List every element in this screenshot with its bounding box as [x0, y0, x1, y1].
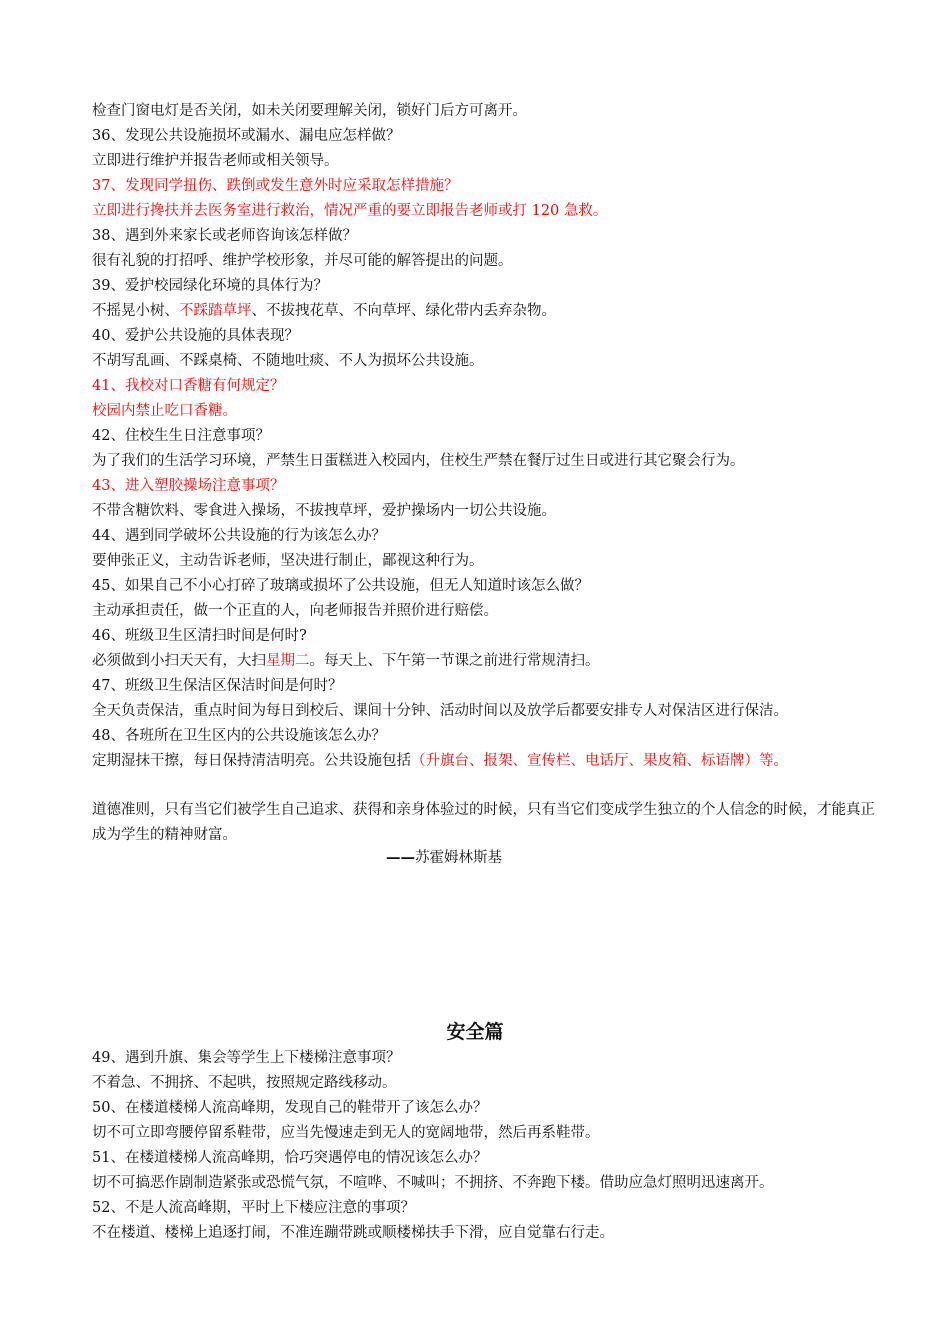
quote-dash: —— [386, 849, 415, 866]
quote-author [386, 848, 502, 868]
question-42: 42、住校生生日注意事项？ [92, 428, 270, 444]
question-49: 49、遇到升旗、集会等学生上下楼梯注意事项？ [92, 1050, 401, 1066]
answer-48-highlight: （升旗台、报架、宣传栏、电话厅、果皮箱、标语牌）等。 [411, 753, 788, 769]
answer-48 [92, 751, 788, 771]
answer-42: 为了我们的生活学习环境，严禁生日蛋糕进入校园内，住校生严禁在餐厅过生日或进行其它聚会行为。 [92, 453, 745, 469]
question-52: 52、不是人流高峰期，平时上下楼应注意的事项？ [92, 1200, 415, 1216]
question-37: 37、发现同学扭伤、跌倒或发生意外时应采取怎样措施？ [92, 178, 459, 194]
answer-36: 立即进行维护并报告老师或相关领导。 [92, 153, 339, 169]
question-47: 47、班级卫生保洁区保洁时间是何时？ [92, 678, 343, 694]
answer-38: 很有礼貌的打招呼、维护学校形象，并尽可能的解答提出的问题。 [92, 253, 513, 269]
answer-43: 不带含糖饮料、零食进入操场，不拔拽草坪，爱护操场内一切公共设施。 [92, 503, 556, 519]
answer-48-part1: 定期湿抹干擦，每日保持清洁明亮。公共设施包括 [92, 753, 411, 769]
answer-49: 不着急、不拥挤、不起哄，按照规定路线移动。 [92, 1075, 397, 1091]
question-45: 45、如果自己不小心打碎了玻璃或损坏了公共设施，但无人知道时该怎么做？ [92, 578, 589, 594]
answer-39 [92, 301, 556, 321]
answer-45: 主动承担责任，做一个正直的人，向老师报告并照价进行赔偿。 [92, 603, 498, 619]
answer-46 [92, 651, 600, 671]
answer-46-part2: 。每天上、下午第一节课之前进行常规清扫。 [309, 653, 600, 669]
question-46: 46、班级卫生区清扫时间是何时? [92, 628, 307, 644]
question-41: 41、我校对口香糖有何规定？ [92, 378, 285, 394]
answer-39-highlight: 不踩踏草坪 [179, 303, 252, 319]
question-36: 36、发现公共设施损坏或漏水、漏电应怎样做？ [92, 128, 401, 144]
answer-37: 立即进行搀扶并去医务室进行救治，情况严重的要立即报告老师或打 120 急救。 [92, 203, 608, 219]
quote-author-name: 苏霍姆林斯基 [415, 850, 502, 866]
answer-39-part1: 不摇晃小树、 [92, 303, 179, 319]
answer-52: 不在楼道、楼梯上追逐打闹，不准连蹦带跳或顺楼梯扶手下滑，应自觉靠右行走。 [92, 1225, 614, 1241]
question-44: 44、遇到同学破坏公共设施的行为该怎么办？ [92, 528, 386, 544]
question-48: 48、各班所在卫生区内的公共设施该怎么办？ [92, 728, 386, 744]
text-line: 检查门窗电灯是否关闭，如未关闭要理解关闭，锁好门后方可离开。 [92, 103, 527, 119]
answer-50: 切不可立即弯腰停留系鞋带，应当先慢速走到无人的宽阔地带，然后再系鞋带。 [92, 1125, 600, 1141]
answer-46-part1: 必须做到小扫天天有，大扫 [92, 653, 266, 669]
answer-44: 要伸张正义，主动告诉老师，坚决进行制止，鄙视这种行为。 [92, 553, 484, 569]
section-title: 安全篇 [446, 1021, 504, 1043]
question-38: 38、遇到外来家长或老师咨询该怎样做？ [92, 228, 357, 244]
answer-51: 切不可搞恶作剧制造紧张或恐慌气氛，不喧哗、不喊叫；不拥挤、不奔跑下楼。借助应急灯照明迅速离开。 [92, 1175, 774, 1191]
question-51: 51、在楼道楼梯人流高峰期，恰巧突遇停电的情况该怎么办？ [92, 1150, 488, 1166]
answer-41: 校园内禁止吃口香糖。 [92, 403, 237, 419]
question-39: 39、爱护校园绿化环境的具体行为？ [92, 278, 328, 294]
answer-40: 不胡写乱画、不踩桌椅、不随地吐痰、不人为损坏公共设施。 [92, 353, 484, 369]
question-50: 50、在楼道楼梯人流高峰期，发现自己的鞋带开了该怎么办？ [92, 1100, 488, 1116]
quote-text: 道德准则，只有当它们被学生自己追求、获得和亲身体验过的时候，只有当它们变成学生独立的个人信念的时候，才能真正成为学生的精神财富。 [92, 802, 875, 843]
answer-47: 全天负责保洁，重点时间为每日到校后、课间十分钟、活动时间以及放学后都要安排专人对保洁区进行保洁。 [92, 703, 788, 719]
question-43: 43、进入塑胶操场注意事项？ [92, 478, 285, 494]
answer-39-part2: 、不拔拽花草、不向草坪、绿化带内丢弃杂物。 [251, 303, 556, 319]
answer-46-highlight: 星期二 [266, 653, 310, 669]
question-40: 40、爱护公共设施的具体表现？ [92, 328, 299, 344]
